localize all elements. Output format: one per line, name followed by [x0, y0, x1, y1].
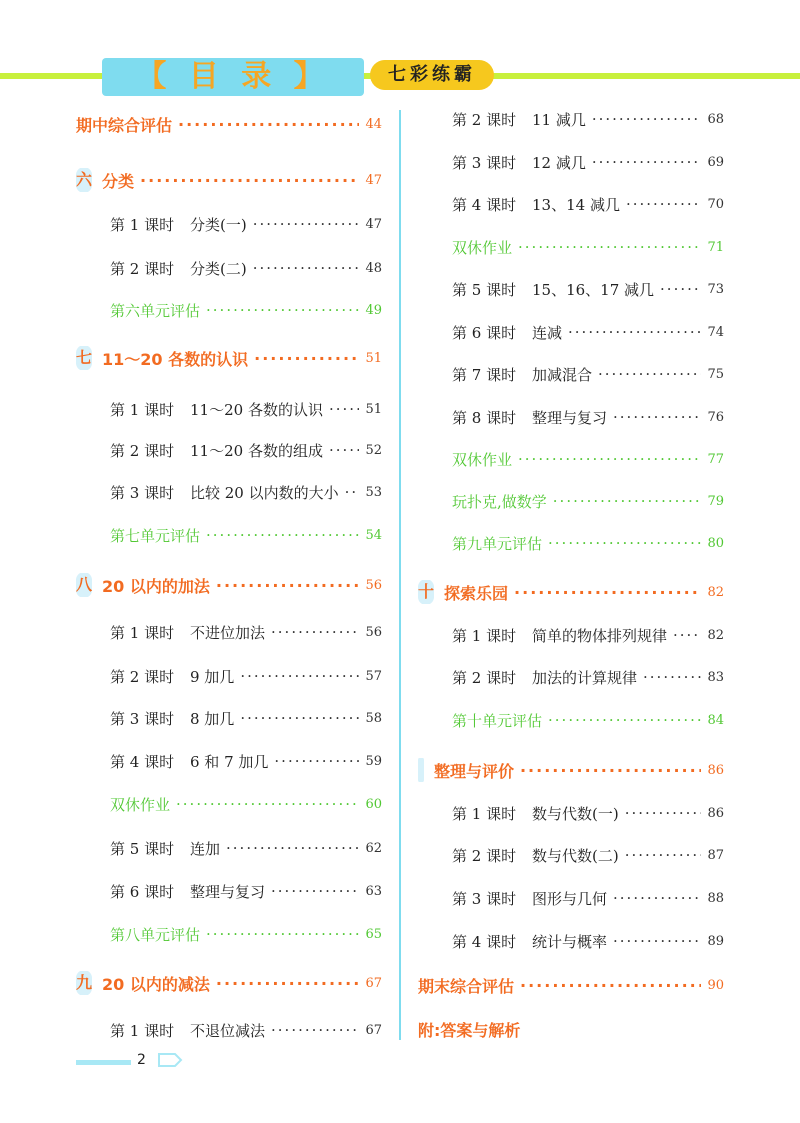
toc-entry[interactable]: [418, 708, 724, 732]
lesson-number: 第 3 课时: [452, 889, 517, 908]
toc-entry[interactable]: [418, 843, 724, 867]
leader-dots: [660, 280, 701, 298]
toc-entry[interactable]: [76, 620, 382, 644]
leader-dots: [216, 576, 360, 595]
page-ref: 70: [707, 196, 724, 212]
leader-dots: [613, 889, 701, 907]
lesson-label: 简单的物体排列规律: [532, 626, 668, 645]
toc-entry[interactable]: [418, 531, 724, 555]
lesson-label: 9 加几: [190, 667, 235, 686]
unit-badge: 九: [76, 971, 92, 995]
toc-entry[interactable]: [418, 580, 724, 604]
leader-dots: [176, 795, 359, 813]
page-ref: 65: [365, 926, 382, 942]
lesson-number: 第 1 课时: [452, 804, 517, 823]
leader-dots: [625, 804, 702, 822]
page-ref: 80: [707, 535, 724, 551]
page-ref: 82: [707, 627, 724, 643]
lesson-number: 第 6 课时: [110, 882, 175, 901]
page-ref: 87: [707, 847, 724, 863]
leader-dots: [613, 932, 701, 950]
toc-entry[interactable]: [76, 212, 382, 236]
leader-dots: [643, 668, 701, 686]
footer-bar: [76, 1060, 131, 1065]
assessment-label: 双休作业: [110, 795, 171, 814]
column-divider: [399, 110, 401, 1040]
page-ref: 88: [707, 890, 724, 906]
page-ref: 84: [707, 712, 724, 728]
leader-dots: [206, 301, 359, 319]
toc-entry[interactable]: [76, 480, 382, 504]
leader-dots: [553, 492, 702, 510]
page-ref: 75: [707, 366, 724, 382]
toc-entry[interactable]: [418, 489, 724, 513]
lesson-number: 第 6 课时: [452, 323, 517, 342]
leader-dots: [271, 882, 359, 900]
lesson-label: 13、14 减几: [532, 195, 620, 214]
page-title: 【 目 录 】: [102, 58, 364, 96]
lesson-label: 加减混合: [532, 365, 593, 384]
lesson-label: 连减: [532, 323, 563, 342]
page-ref: 56: [365, 624, 382, 640]
lesson-title: [110, 666, 234, 687]
leader-dots: [520, 976, 701, 995]
lesson-label: 11～20 各数的认识: [190, 400, 323, 419]
leader-dots: [548, 534, 701, 552]
lesson-label: 11 减几: [532, 110, 586, 129]
lesson-label: 12 减几: [532, 153, 586, 172]
section-label: 探索乐园: [444, 583, 509, 603]
lesson-title: [110, 708, 234, 729]
toc-entry[interactable]: [76, 298, 382, 322]
lesson-label: 数与代数(二): [532, 846, 619, 865]
lesson-title: [452, 407, 607, 428]
section-label: 期末综合评估: [418, 976, 515, 996]
page-ref: 49: [365, 302, 382, 318]
page-ref: 74: [707, 324, 724, 340]
leader-dots: [271, 623, 359, 641]
lesson-number: 第 1 课时: [110, 1021, 175, 1040]
leader-dots: [625, 846, 702, 864]
lesson-title: [452, 279, 654, 300]
lesson-label: 11～20 各数的组成: [190, 441, 323, 460]
leader-dots: [568, 323, 701, 341]
toc-entry[interactable]: [418, 150, 724, 174]
toc-entry[interactable]: [418, 235, 724, 259]
lesson-title: [452, 667, 637, 688]
page-ref: 63: [365, 883, 382, 899]
lesson-number: 第 2 课时: [452, 846, 517, 865]
page-ref: 79: [707, 493, 724, 509]
lesson-title: [452, 364, 592, 385]
lesson-label: 8 加几: [190, 709, 235, 728]
assessment-label: 第六单元评估: [110, 301, 201, 320]
page-ref: 90: [707, 977, 724, 993]
leader-dots: [240, 709, 359, 727]
leader-dots: [613, 408, 701, 426]
pencil-icon: [157, 1052, 183, 1068]
lesson-title: [452, 931, 607, 952]
toc-entry[interactable]: [418, 107, 724, 131]
section-label: 20 以内的减法: [102, 974, 210, 994]
lesson-number: 第 1 课时: [452, 626, 517, 645]
leader-dots: [592, 110, 702, 128]
assessment-label: 双休作业: [452, 238, 513, 257]
toc-entry[interactable]: [418, 758, 724, 782]
leader-dots: [274, 752, 359, 770]
leader-dots: [345, 483, 360, 501]
leader-dots: [253, 259, 360, 277]
toc-entry[interactable]: [418, 405, 724, 429]
unit-badge: 六: [76, 168, 92, 192]
unit-badge: 十: [418, 580, 434, 604]
lesson-label: 加法的计算规律: [532, 668, 638, 687]
toc-entry[interactable]: [418, 801, 724, 825]
page-ref: 83: [707, 669, 724, 685]
section-label: 11～20 各数的认识: [102, 349, 249, 369]
lesson-title: [452, 152, 586, 173]
page-ref: 82: [707, 584, 724, 600]
lesson-number: 第 3 课时: [110, 709, 175, 728]
lesson-number: 第 5 课时: [110, 839, 175, 858]
page-ref: 44: [365, 116, 382, 132]
page-ref: 71: [707, 239, 724, 255]
page-ref: 86: [707, 805, 724, 821]
brand-badge: 七彩练霸: [370, 60, 494, 90]
toc-entry[interactable]: [76, 256, 382, 280]
toc-entry[interactable]: [418, 192, 724, 216]
toc-entry[interactable]: [76, 346, 382, 370]
toc-entry[interactable]: [76, 879, 382, 903]
toc-entry[interactable]: [76, 397, 382, 421]
lesson-title: [110, 1020, 265, 1041]
lesson-title: [452, 803, 619, 824]
lesson-label: 分类(一): [190, 215, 247, 234]
lesson-title: [110, 751, 268, 772]
toc-entry[interactable]: [76, 112, 382, 136]
page-ref: 60: [365, 796, 382, 812]
page-ref: 89: [707, 933, 724, 949]
page-ref: 86: [707, 762, 724, 778]
section-label: 期中综合评估: [76, 115, 173, 135]
lesson-number: 第 2 课时: [110, 667, 175, 686]
leader-dots: [226, 839, 359, 857]
leader-dots: [329, 400, 360, 418]
lesson-label: 15、16、17 减几: [532, 280, 655, 299]
page-ref: 62: [365, 840, 382, 856]
lesson-label: 图形与几何: [532, 889, 608, 908]
lesson-label: 整理与复习: [190, 882, 266, 901]
unit-badge: 八: [76, 573, 92, 597]
section-label: 整理与评价: [433, 761, 514, 781]
page-ref: 53: [365, 484, 382, 500]
lesson-label: 不进位加法: [190, 623, 266, 642]
lesson-label: 分类(二): [190, 259, 247, 278]
lesson-number: 第 5 课时: [452, 280, 517, 299]
leader-dots: [518, 238, 701, 256]
lesson-title: [110, 622, 265, 643]
assessment-label: 第九单元评估: [452, 534, 543, 553]
lesson-number: 第 2 课时: [452, 110, 517, 129]
page-ref: 47: [365, 216, 382, 232]
leader-dots: [216, 974, 360, 993]
lesson-number: 第 4 课时: [452, 932, 517, 951]
lesson-title: [110, 482, 339, 503]
leader-dots: [253, 215, 360, 233]
lesson-number: 第 8 课时: [452, 408, 517, 427]
leader-dots: [140, 171, 359, 190]
lesson-number: 第 3 课时: [452, 153, 517, 172]
unit-badge: 七: [76, 346, 92, 370]
toc-entry[interactable]: [418, 623, 724, 647]
lesson-title: [110, 258, 247, 279]
lesson-number: 第 7 课时: [452, 365, 517, 384]
toc-entry[interactable]: [76, 168, 382, 192]
toc-entry[interactable]: [418, 886, 724, 910]
lesson-label: 连加: [190, 839, 221, 858]
leader-dots: [329, 441, 360, 459]
toc-entry[interactable]: [76, 792, 382, 816]
leader-dots: [254, 349, 359, 368]
toc-entry[interactable]: [418, 929, 724, 953]
page-ref: 67: [365, 1022, 382, 1038]
lesson-title: [110, 838, 220, 859]
leader-dots: [520, 761, 701, 780]
toc-entry[interactable]: [76, 523, 382, 547]
lesson-title: [110, 440, 323, 461]
leader-dots: [592, 153, 702, 171]
toc-entry[interactable]: [418, 320, 724, 344]
toc-entry[interactable]: [76, 836, 382, 860]
toc-entry[interactable]: [418, 973, 724, 997]
toc-entry[interactable]: [76, 922, 382, 946]
page-ref: 77: [707, 451, 724, 467]
toc-entry[interactable]: [418, 665, 724, 689]
page-number: 2: [137, 1052, 146, 1068]
lesson-title: [452, 322, 562, 343]
lesson-title: [110, 881, 265, 902]
lesson-number: 第 1 课时: [110, 400, 175, 419]
leader-dots: [178, 115, 359, 134]
page-ref: 76: [707, 409, 724, 425]
leader-dots: [673, 626, 701, 644]
lesson-number: 第 2 课时: [110, 259, 175, 278]
assessment-label: 玩扑克,做数学: [452, 492, 547, 511]
toc-entry[interactable]: [76, 1018, 382, 1042]
lesson-label: 数与代数(一): [532, 804, 619, 823]
toc-entry[interactable]: [76, 706, 382, 730]
lesson-title: [452, 109, 586, 130]
leader-dots: [626, 195, 702, 213]
leader-dots: [514, 583, 701, 602]
toc-entry[interactable]: [418, 362, 724, 386]
page-ref: 51: [365, 350, 382, 366]
toc-entry[interactable]: [418, 1017, 724, 1041]
lesson-number: 第 3 课时: [110, 483, 175, 502]
toc-entry[interactable]: [76, 573, 382, 597]
lesson-number: 第 2 课时: [110, 441, 175, 460]
lesson-title: [452, 625, 667, 646]
page-ref: 51: [365, 401, 382, 417]
page-ref: 56: [365, 577, 382, 593]
toc-entry[interactable]: [76, 749, 382, 773]
page-ref: 58: [365, 710, 382, 726]
page-ref: 48: [365, 260, 382, 276]
page-ref: 47: [365, 172, 382, 188]
lesson-number: 第 4 课时: [110, 752, 175, 771]
toc-entry[interactable]: [418, 277, 724, 301]
leader-dots: [240, 667, 359, 685]
lesson-label: 整理与复习: [532, 408, 608, 427]
lesson-title: [110, 214, 247, 235]
lesson-label: 比较 20 以内数的大小: [190, 483, 339, 502]
toc-entry[interactable]: [76, 664, 382, 688]
section-label: 分类: [102, 171, 135, 191]
lesson-number: 第 2 课时: [452, 668, 517, 687]
page-ref: 54: [365, 527, 382, 543]
page-ref: 69: [707, 154, 724, 170]
page-ref: 57: [365, 668, 382, 684]
page-ref: 52: [365, 442, 382, 458]
assessment-label: 第八单元评估: [110, 925, 201, 944]
lesson-number: 第 1 课时: [110, 215, 175, 234]
toc-entry[interactable]: [76, 971, 382, 995]
page-ref: 67: [365, 975, 382, 991]
lesson-label: 不退位减法: [190, 1021, 266, 1040]
lesson-number: 第 4 课时: [452, 195, 517, 214]
leader-dots: [518, 450, 701, 468]
leader-dots: [548, 711, 701, 729]
lesson-title: [452, 888, 607, 909]
assessment-label: 双休作业: [452, 450, 513, 469]
leader-dots: [598, 365, 701, 383]
lesson-title: [452, 194, 620, 215]
section-label: 20 以内的加法: [102, 576, 210, 596]
leader-dots: [206, 526, 359, 544]
lesson-title: [110, 399, 323, 420]
assessment-label: 第七单元评估: [110, 526, 201, 545]
section-label: 附:答案与解析: [418, 1020, 521, 1040]
page-ref: 68: [707, 111, 724, 127]
leader-dots: [206, 925, 359, 943]
page-ref: 59: [365, 753, 382, 769]
lesson-title: [452, 845, 619, 866]
lesson-label: 统计与概率: [532, 932, 608, 951]
assessment-label: 第十单元评估: [452, 711, 543, 730]
lesson-number: 第 1 课时: [110, 623, 175, 642]
unit-badge: [418, 758, 424, 782]
leader-dots: [271, 1021, 359, 1039]
page-ref: 73: [707, 281, 724, 297]
toc-entry[interactable]: [418, 447, 724, 471]
lesson-label: 6 和 7 加几: [190, 752, 269, 771]
toc-entry[interactable]: [76, 438, 382, 462]
